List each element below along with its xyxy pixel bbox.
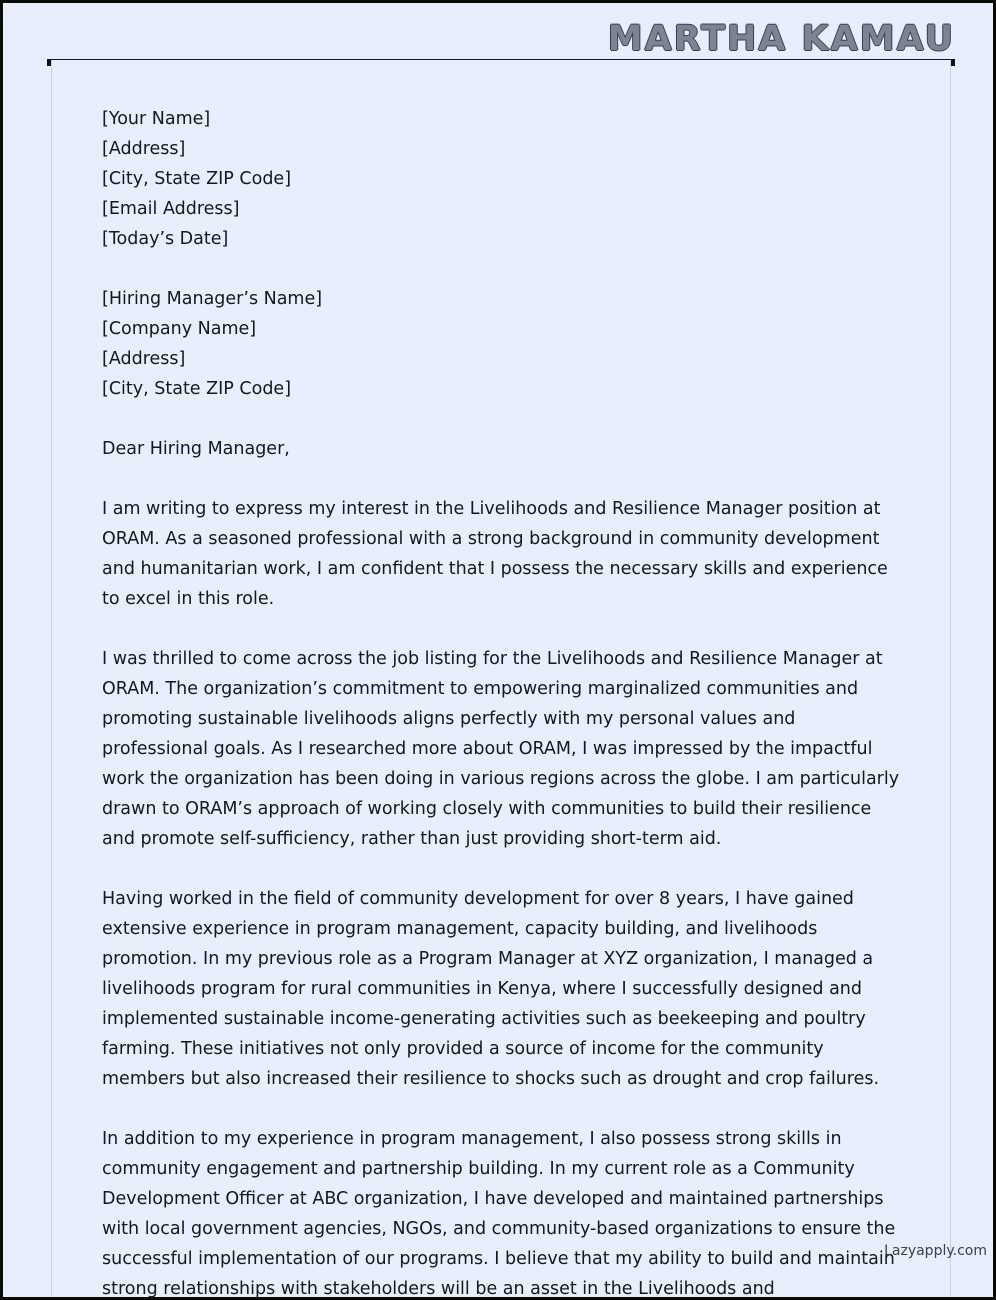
- sender-line: [City, State ZIP Code]: [102, 169, 292, 189]
- letterhead: [3, 9, 996, 57]
- letter-paragraph: I am writing to express my interest in the Livelihoods and Resilience Manager position at ORAM. As a seasoned professional with a strong background in community development and humanitarian work, I am confident that I possess the necessary skills and experience to excel in this role.: [102, 499, 888, 609]
- salutation: Dear Hiring Manager,: [102, 439, 290, 459]
- letter-sheet: [51, 60, 951, 1300]
- sender-line: [Email Address]: [102, 199, 240, 219]
- sender-line: [Your Name]: [102, 109, 211, 129]
- recipient-line: [City, State ZIP Code]: [102, 379, 292, 399]
- recipient-line: [Company Name]: [102, 319, 257, 339]
- sender-line: [Address]: [102, 139, 186, 159]
- letter-paragraph: In addition to my experience in program management, I also possess strong skills in community engagement and partnership building. In my current role as a Community Development Officer at ABC organization, I have developed and maintained partnerships with local government agencies, NGOs, and community-based organizations to ensure the successful implementation of our programs. I believe that my ability to build and maintain strong relationships with stakeholders will be an asset in the Livelihoods and: [102, 1129, 896, 1299]
- page-title: MARTHA KAMAU: [607, 19, 955, 59]
- recipient-line: [Address]: [102, 349, 186, 369]
- letter-body: [102, 104, 902, 1300]
- sender-address-block: [102, 104, 902, 254]
- sender-line: [Today’s Date]: [102, 229, 229, 249]
- letter-paragraph: Having worked in the field of community development for over 8 years, I have gained extensive experience in program management, capacity building, and livelihoods promotion. In my previous role as a Program Manager at XYZ organization, I managed a livelihoods program for rural communities in Kenya, where I successfully designed and implemented sustainable income-generating activities such as beekeeping and poultry farming. These initiatives not only provided a source of income for the community members but also increased their resilience to shocks such as drought and crop failures.: [102, 889, 880, 1089]
- watermark: Lazyapply.com: [884, 1243, 987, 1259]
- recipient-address-block: [102, 284, 902, 404]
- letter-paragraph: I was thrilled to come across the job listing for the Livelihoods and Resilience Manager at ORAM. The organization’s commitment to empowering marginalized communities and promoting sustainable livelihoods aligns perfectly with my personal values and professional goals. As I researched more about ORAM, I was impressed by the impactful work the organization has been doing in various regions across the globe. I am particularly drawn to ORAM’s approach of working closely with communities to build their resilience and promote self-sufficiency, rather than just providing short-term aid.: [102, 649, 900, 849]
- recipient-line: [Hiring Manager’s Name]: [102, 289, 323, 309]
